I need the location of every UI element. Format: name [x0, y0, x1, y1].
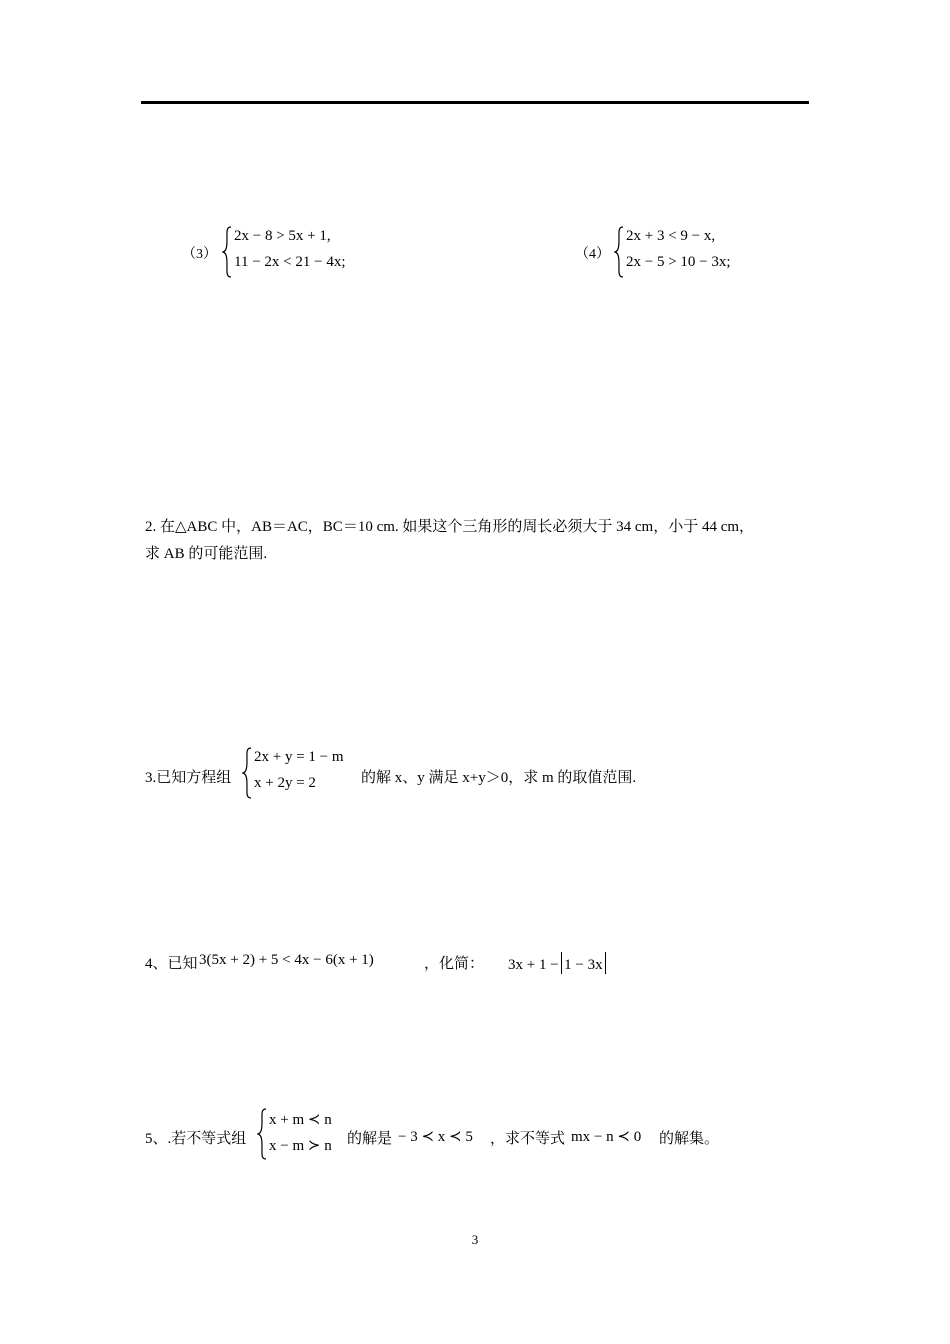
system-3-line-1: 2x − 8 > 5x + 1,: [234, 228, 331, 244]
equation-system: [242, 747, 362, 799]
header-rule: [141, 101, 809, 104]
system-4-line-2: 2x − 5 > 10 − 3x;: [626, 254, 731, 270]
problem-4-middle: ，化简：: [424, 956, 485, 972]
equation-2: x + 2y = 2: [254, 775, 316, 791]
expression-absolute: 1 − 3x: [564, 957, 603, 973]
part-4-label: （4）: [575, 247, 610, 262]
problem-4-prefix: 4、已知: [145, 956, 198, 972]
system-3: [222, 226, 392, 278]
problem-5-middle: 的解是: [347, 1131, 393, 1147]
absolute-bar-right: [605, 952, 607, 974]
problem-5-middle-2: ，求不等式: [490, 1131, 566, 1147]
part-3-label: （3）: [182, 247, 217, 262]
system-4: [614, 226, 784, 278]
problem-5-target: mx − n ≺ 0: [571, 1129, 642, 1145]
inequality-2: x − m ≻ n: [269, 1138, 332, 1154]
system-3-line-2: 11 − 2x < 21 − 4x;: [234, 254, 346, 270]
absolute-bar-left: [561, 952, 563, 974]
page-number: 3: [471, 1232, 479, 1247]
problem-4-condition: 3(5x + 2) + 5 < 4x − 6(x + 1): [199, 952, 374, 968]
problem-4-expression: [508, 952, 608, 974]
inequality-system: [257, 1108, 357, 1160]
problem-3-suffix: 的解 x、y 满足 x+y＞0，求 m 的取值范围.: [361, 770, 637, 786]
problem-3-prefix: 3.已知方程组: [145, 770, 232, 786]
left-brace-icon: [614, 226, 624, 278]
system-4-line-1: 2x + 3 < 9 − x,: [626, 228, 716, 244]
left-brace-icon: [222, 226, 232, 278]
expression-left: 3x + 1 −: [508, 957, 559, 973]
problem-2-line-2: 求 AB 的可能范围.: [145, 546, 268, 562]
inequality-1: x + m ≺ n: [269, 1112, 332, 1128]
left-brace-icon: [242, 747, 252, 799]
problem-5-suffix: 的解集。: [659, 1131, 720, 1147]
problem-2-line-1: 2. 在△ABC 中，AB＝AC，BC＝10 cm. 如果这个三角形的周长必须大于 34 cm，小于 44 cm，: [145, 519, 755, 535]
equation-1: 2x + y = 1 − m: [254, 749, 344, 765]
problem-5-prefix: 5、.若不等式组: [145, 1131, 247, 1147]
problem-5-solution: − 3 ≺ x ≺ 5: [398, 1129, 473, 1145]
left-brace-icon: [257, 1108, 267, 1160]
